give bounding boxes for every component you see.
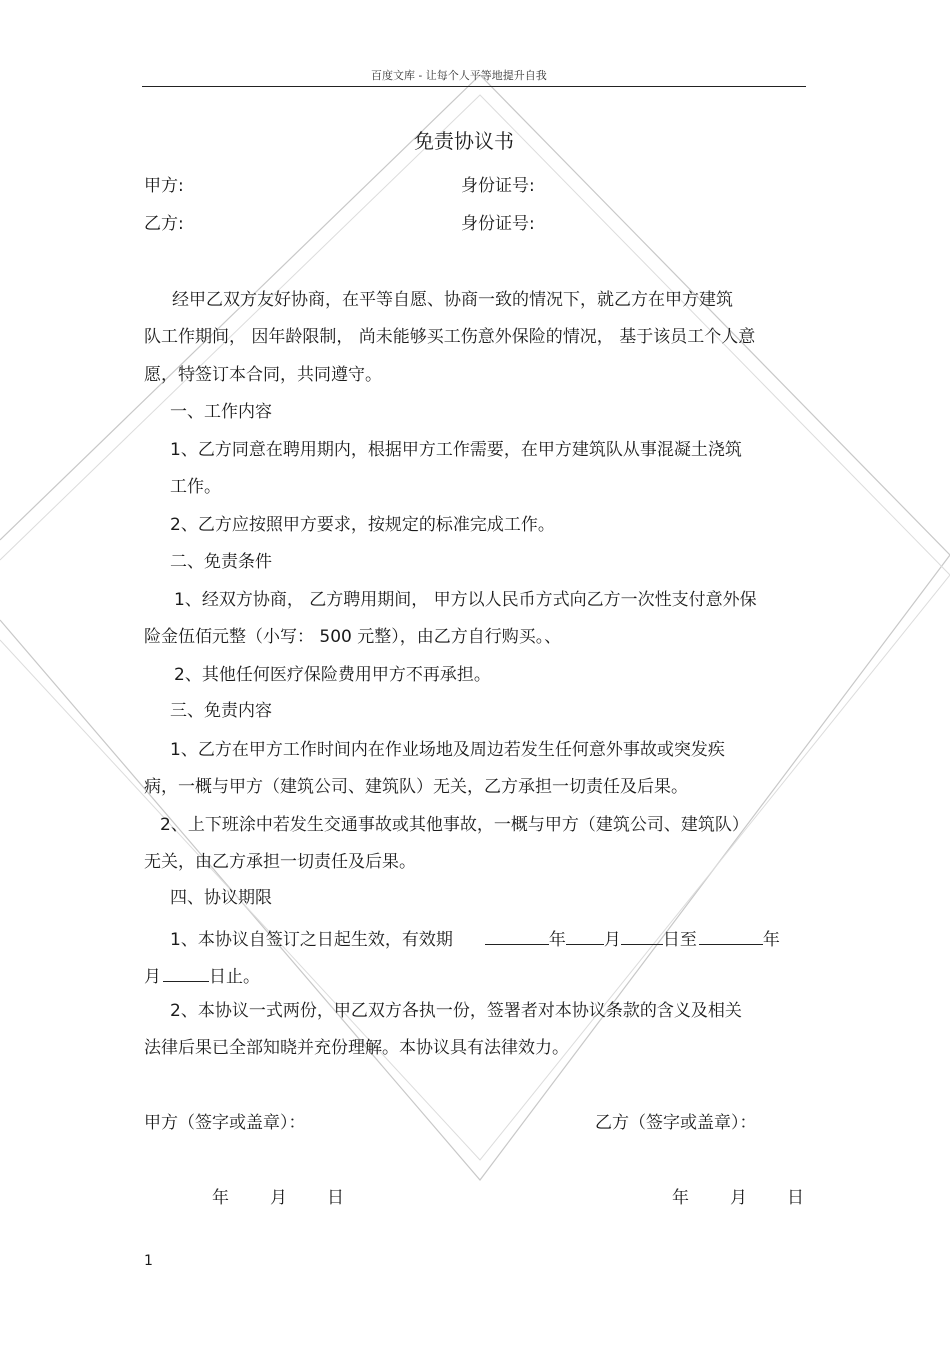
section-4-heading: 四、协议期限 xyxy=(170,888,272,908)
start-day-blank xyxy=(621,926,663,945)
end-year-blank xyxy=(699,926,763,945)
intro-line-2: 队工作期间， 因年龄限制， 尚未能够买工伤意外保险的情况， 基于该员工个人意 xyxy=(144,327,756,347)
validity-period-line-2 xyxy=(144,963,260,987)
party-b-year: 年 xyxy=(672,1188,689,1208)
end-day-label: 日止。 xyxy=(209,967,260,987)
page-header: 百度文库 - 让每个人平等地提升自我 xyxy=(371,69,547,82)
start-year-label: 年 xyxy=(548,930,566,950)
start-month-blank xyxy=(566,926,604,945)
section-1-item-1-line-1: 1、乙方同意在聘用期内，根据甲方工作需要，在甲方建筑队从事混凝土浇筑 xyxy=(170,440,742,460)
start-month-label: 月 xyxy=(603,930,621,950)
party-a-year: 年 xyxy=(212,1188,229,1208)
start-year-blank xyxy=(485,926,549,945)
section-1-heading: 一、工作内容 xyxy=(170,402,272,422)
intro-line-1: 经甲乙双方友好协商，在平等自愿、协商一致的情况下，就乙方在甲方建筑 xyxy=(172,290,733,310)
header-rule xyxy=(142,86,806,87)
section-3-item-1-line-1: 1、乙方在甲方工作时间内在作业场地及周边若发生任何意外事故或突发疾 xyxy=(170,740,725,760)
party-a-signature-label: 甲方（签字或盖章）： xyxy=(144,1113,306,1133)
start-day-to-label: 日至 xyxy=(662,930,697,950)
section-4-item-2-line-2: 法律后果已全部知晓并充份理解。本协议具有法律效力。 xyxy=(144,1038,569,1058)
section-2-item-1-line-1: 1、经双方协商， 乙方聘用期间， 甲方以人民币方式向乙方一次性支付意外保 xyxy=(174,590,757,610)
end-month-label: 月 xyxy=(144,967,161,987)
party-a-day: 日 xyxy=(327,1188,344,1208)
section-2-item-2: 2、其他任何医疗保险费用甲方不再承担。 xyxy=(174,665,491,685)
section-3-item-1-line-2: 病，一概与甲方（建筑公司、建筑队）无关，乙方承担一切责任及后果。 xyxy=(144,777,688,797)
party-a-label: 甲方: xyxy=(144,176,184,196)
section-1-item-2: 2、乙方应按照甲方要求，按规定的标准完成工作。 xyxy=(170,515,555,535)
section-3-heading: 三、免责内容 xyxy=(170,701,272,721)
party-b-month: 月 xyxy=(730,1188,747,1208)
party-b-label: 乙方: xyxy=(144,214,184,234)
section-3-item-2-line-1: 2、上下班涂中若发生交通事故或其他事故，一概与甲方（建筑公司、建筑队） xyxy=(160,815,749,835)
section-2-heading: 二、免责条件 xyxy=(170,552,272,572)
party-a-month: 月 xyxy=(270,1188,287,1208)
party-a-id-label: 身份证号: xyxy=(461,176,535,196)
section-2-item-1-line-2: 险金伍佰元整（小写： 500 元整），由乙方自行购买。、 xyxy=(144,627,562,647)
party-b-day: 日 xyxy=(787,1188,804,1208)
validity-period-line xyxy=(170,926,780,950)
end-year-label: 年 xyxy=(762,930,780,950)
party-b-id-label: 身份证号: xyxy=(461,214,535,234)
section-1-item-1-line-2: 工作。 xyxy=(170,477,221,497)
page-number: 1 xyxy=(144,1253,153,1269)
validity-text: 1、本协议自签订之日起生效，有效期 xyxy=(170,930,453,950)
section-4-item-2-line-1: 2、本协议一式两份，甲乙双方各执一份，签署者对本协议条款的含义及相关 xyxy=(170,1001,742,1021)
end-day-blank xyxy=(163,963,209,982)
intro-line-3: 愿，特签订本合同，共同遵守。 xyxy=(144,365,382,385)
party-b-signature-label: 乙方（签字或盖章）： xyxy=(595,1113,757,1133)
document-title: 免责协议书 xyxy=(414,129,514,153)
section-3-item-2-line-2: 无关，由乙方承担一切责任及后果。 xyxy=(144,852,416,872)
